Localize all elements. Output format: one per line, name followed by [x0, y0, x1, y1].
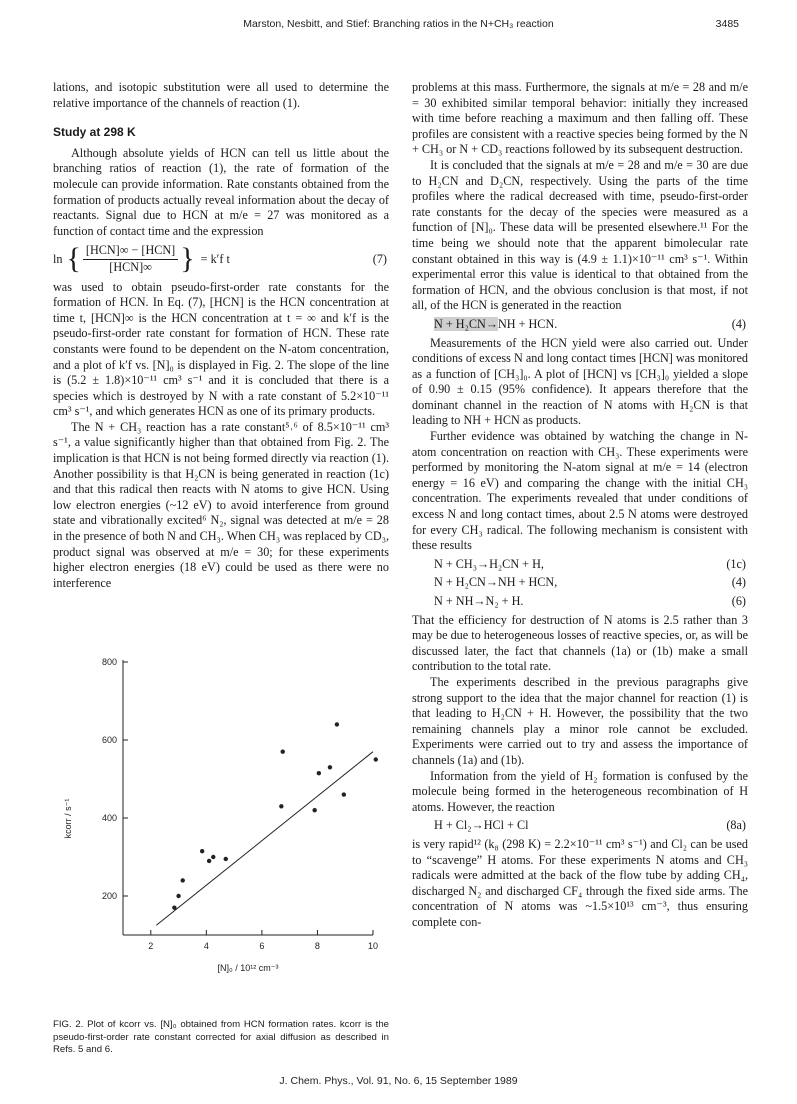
- data-point: [374, 757, 378, 761]
- eq8a-body: H + Cl₂→HCl + Cl: [434, 818, 529, 833]
- y-tick-label: 200: [101, 891, 117, 901]
- paragraph: problems at this mass. Furthermore, the signals at m/e = 28 and m/e = 30 exhibited similar temporal behavior: initially they increased with time before reaching a maximum and then falling off. These profiles are consistent with a reactive species being formed by the N + CH₃ or N + CD₃ reactions followed by its subsequent destruction.: [412, 80, 748, 157]
- x-tick-label: 4: [203, 941, 209, 951]
- eq4b-number: (4): [731, 575, 746, 590]
- eq6-body: N + NH→N₂ + H.: [434, 594, 524, 608]
- data-point: [312, 808, 316, 812]
- x-tick-label: 8: [314, 941, 320, 951]
- paragraph: That the efficiency for destruction of N atoms is 2.5 rather than 3 may be due to heterogeneous losses of reactive species, or, as will be discussed later, the fact that channels (1a) or (1b) make a small contribution to the total rate.: [412, 612, 748, 674]
- left-brace: {: [66, 242, 81, 276]
- paragraph: Measurements of the HCN yield were also carried out. Under conditions of excess N and long contact times [HCN] was monitored as a function of [CH₃]₀. A plot of [HCN] vs [CH₃]₀ yielded a slope of 0.90 ± 0.15 (95% confidence). It appears therefore that the dominant channel in the reaction of N atoms with H₂CN is that leading to NH + HCN as products.: [412, 335, 748, 428]
- figure-caption: FIG. 2. Plot of kcorr vs. [N]₀ obtained from HCN formation rates. kcorr is the pseudo-first-order rate constant corrected for axial diffusion as described in Refs. 5 and 6.: [53, 1019, 389, 1055]
- right-column: [412, 80, 748, 930]
- data-point: [317, 771, 321, 775]
- eq7-denominator: [HCN]∞: [109, 259, 152, 274]
- data-point: [335, 722, 339, 726]
- scatter-chart: [53, 640, 389, 1015]
- data-point: [342, 792, 346, 796]
- paragraph: is very rapid¹² (k₈ (298 K) = 2.2×10⁻¹¹ cm³ s⁻¹) and Cl₂ can be used to “scavenge” H atoms. For these experiments N atoms and CH₃ radicals were admitted at the back of the flow tube by adding CH₄, discharged N₂ and discharged CF₄ through the fixed side arms. The concentration of N atoms was ~1.5×10¹³ cm⁻³, thus ensuring complete con-: [412, 836, 748, 929]
- highlighted-text: N + H₂CN→: [434, 316, 498, 331]
- data-point: [211, 855, 215, 859]
- equation-7: [53, 243, 389, 275]
- equation-8a: [412, 818, 748, 834]
- eq4b-body: N + H₂CN→NH + HCN,: [434, 575, 558, 590]
- data-point: [200, 849, 204, 853]
- eq6-number: (6): [731, 594, 746, 608]
- data-point: [279, 804, 283, 808]
- paragraph: The experiments described in the previous paragraphs give strong support to the idea that the major channel for reaction (1) is that leading to H₂CN + H. However, the possibility that the two remaining channels play a minor role cannot be excluded. Experiments were carried out to try and assess the importance of channels (1a) and (1b).: [412, 674, 748, 767]
- y-tick-label: 600: [101, 735, 117, 745]
- y-tick-label: 400: [101, 813, 117, 823]
- page-number: 3485: [715, 18, 739, 30]
- eq4-number: (4): [731, 316, 746, 331]
- paragraph: It is concluded that the signals at m/e = 28 and m/e = 30 are due to H₂CN and D₂CN, respectively. Using the parts of the time profiles where the radical decreased with time, pseudo-first-order rate constants for the decay of the species were measured as a function of [N]₀. These data will be presented elsewhere.¹¹ For the time being we should note that the apparent bimolecular rate constant obtained in this way is (4.9 ± 1.1)×10⁻¹¹ cm³ s⁻¹. Within experimental error this value is identical to that obtained from the formation of HCN, and the obvious conclusion is that most, if not all, of the HCN is generated in the reaction: [412, 157, 748, 313]
- y-tick-label: 800: [101, 657, 117, 667]
- x-tick-label: 6: [259, 941, 265, 951]
- data-point: [281, 750, 285, 754]
- fit-line: [156, 752, 373, 926]
- paragraph: Although absolute yields of HCN can tell us little about the branching ratios of reaction (1), the rate of formation of the molecule can provide information. Rate constants obtained from the formation of products actually reveal information about the decay of reactants. Signal due to HCN at m/e = 27 was monitored as a function of contact time and the expression: [53, 145, 389, 238]
- eq1c-number: (1c): [726, 556, 746, 571]
- journal-footer: J. Chem. Phys., Vol. 91, No. 6, 15 September 1989: [279, 1075, 518, 1087]
- equation-4b: [412, 575, 748, 591]
- paragraph: was used to obtain pseudo-first-order rate constants for the formation of HCN. In Eq. (7), [HCN] is the HCN concentration at time t, [HCN]∞ is the HCN concentration at t = ∞ and k′f is the pseudo-first-order rate constant for formation of HCN. These rate constants were found to be dependent on the N-atom concentration, and a plot of k′f vs. [N]₀ is displayed in Fig. 2. The slope of the line is (5.2 ± 1.8)×10⁻¹¹ cm³ s⁻¹ and it is concluded that there is a species which is destroyed by N with a rate constant of 5.2×10⁻¹¹ cm³ s⁻¹, and which generates HCN as one of its primary products.: [53, 279, 389, 419]
- data-point: [207, 859, 211, 863]
- data-point: [224, 857, 228, 861]
- eq7-number: (7): [372, 251, 387, 266]
- eq1c-body: N + CH₃→H₂CN + H,: [434, 556, 544, 571]
- x-tick-label: 2: [148, 941, 154, 951]
- right-brace: }: [180, 242, 195, 276]
- paragraph: Further evidence was obtained by watching the change in N-atom concentration on reaction with CH₃. These experiments were performed by monitoring the N-atom signal at m/e = 14 (electron energy = 16 eV) and comparing the change with the initial CH₃ concentration. The experiments revealed that under conditions of excess N and long contact times, about 2.5 N atoms were destroyed for every CH₃ radical. The following mechanism is consistent with these results: [412, 429, 748, 553]
- section-heading: Study at 298 K: [53, 125, 136, 140]
- equation-6: [412, 594, 748, 610]
- x-axis-label: [N]₀ / 10¹² cm⁻³: [217, 963, 279, 973]
- data-point: [328, 765, 332, 769]
- data-point: [172, 906, 176, 910]
- equation-4: [412, 317, 748, 333]
- left-column: [53, 80, 389, 591]
- paragraph: lations, and isotopic substitution were all used to determine the relative importance of the channels of reaction (1).: [53, 80, 389, 110]
- x-tick-label: 10: [367, 941, 379, 951]
- paragraph: Information from the yield of H₂ formation is confused by the molecule being formed in the heterogeneous recombination of H atoms. However, the reaction: [412, 768, 748, 814]
- eq7-ln: ln: [53, 251, 63, 266]
- data-point: [176, 894, 180, 898]
- eq7-numerator: [HCN]∞ − [HCN]: [83, 243, 178, 260]
- paragraph: The N + CH₃ reaction has a rate constant⁵˒⁶ of 8.5×10⁻¹¹ cm³ s⁻¹, a value significantly higher than that obtained from Fig. 2. The implication is that HCN is not being formed directly via reaction (1). Another possibility is that H₂CN is being generated in reaction (1c) and that this radical then reacts with N atoms to give HCN. Using low electron energies (~12 eV) to avoid interference from ground state and vibrationally excited⁶ N₂, signal was detected at m/e = 28 in the presence of both N and CH₃. When CH₃ was replaced by CD₃, product signal was observed at m/e = 30; for these experiments higher electron energies (18 eV) could be used as there were no interference: [53, 419, 389, 590]
- eq8a-number: (8a): [726, 818, 746, 833]
- figure-2: [53, 640, 389, 1020]
- eq4-rest: NH + HCN.: [497, 316, 558, 331]
- y-axis-label: kcorr / s⁻¹: [63, 798, 73, 839]
- running-head: Marston, Nesbitt, and Stief: Branching ratios in the N+CH₃ reaction: [243, 18, 554, 30]
- eq7-rhs: = k′f t: [200, 251, 230, 266]
- equation-1c: [412, 557, 748, 573]
- data-point: [181, 878, 185, 882]
- eq7-fraction: [83, 243, 178, 275]
